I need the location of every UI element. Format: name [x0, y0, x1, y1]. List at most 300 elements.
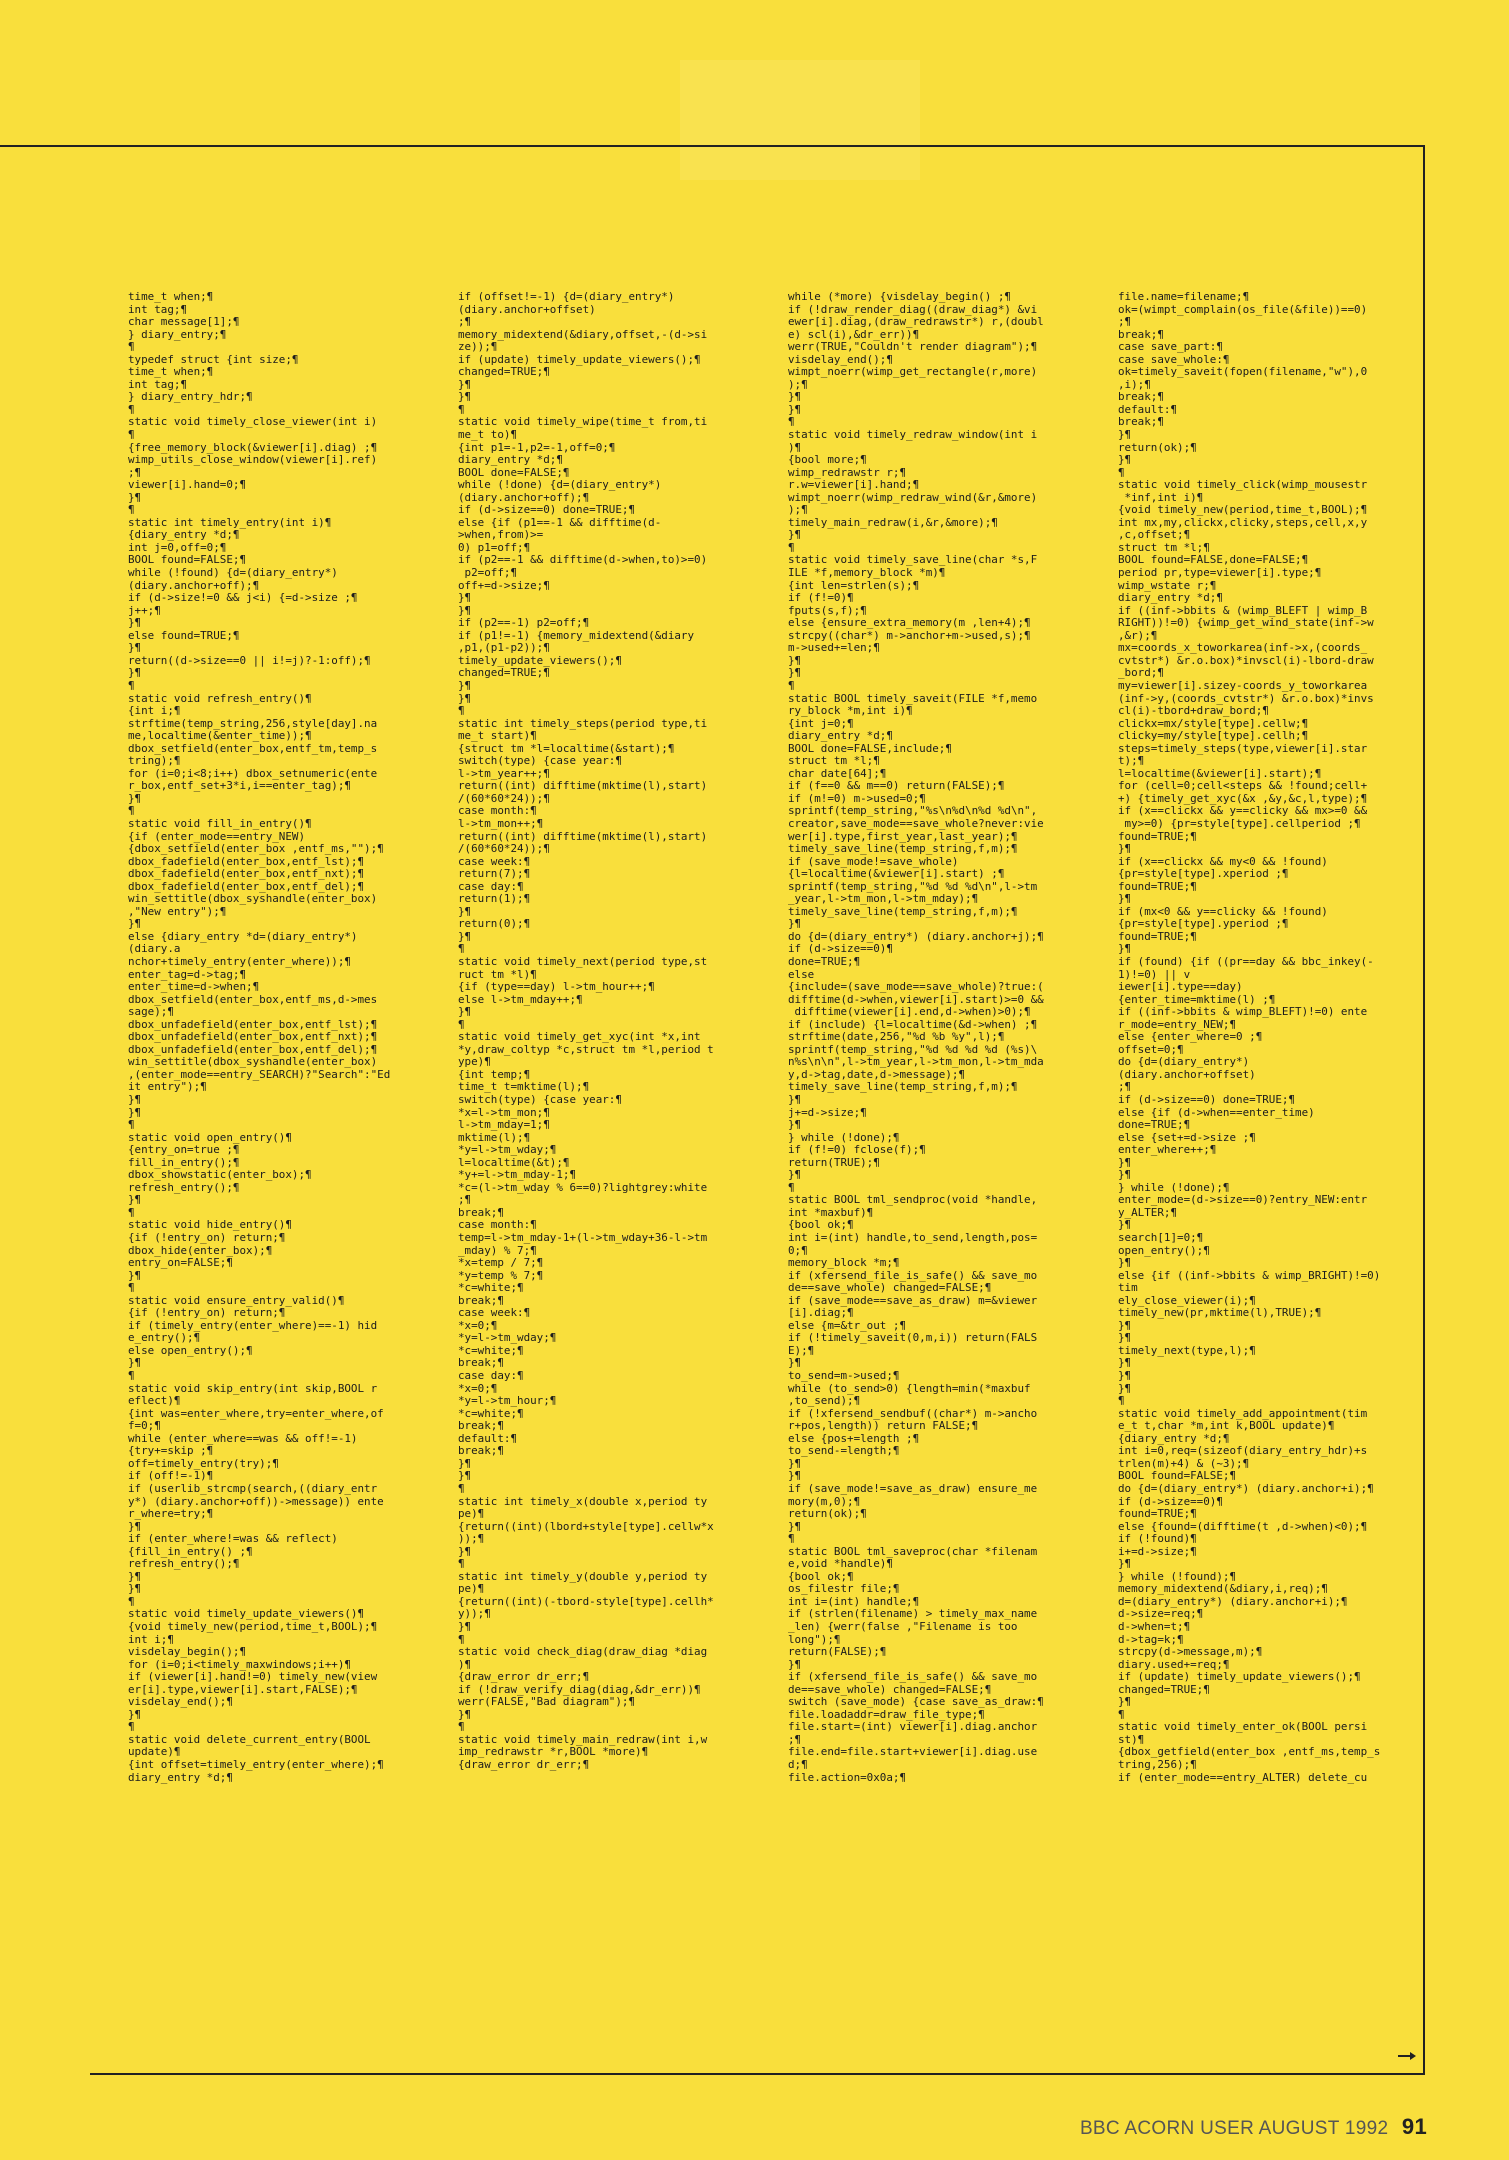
- code-line: ¶: [128, 804, 135, 818]
- code-line: break;¶: [458, 1419, 504, 1433]
- code-line: }¶: [788, 653, 802, 667]
- code-line: if (x==clickx && my<0 && !found): [1118, 854, 1328, 868]
- code-line: *y,draw_coltyp *c,struct tm *l,period t: [458, 1042, 714, 1056]
- code-line: d=(diary_entry*) (diary.anchor+i);¶: [1118, 1594, 1348, 1608]
- code-line: );¶: [788, 377, 808, 391]
- code-line: do {d=(diary_entry*) (diary.anchor+i);¶: [1118, 1481, 1374, 1495]
- code-line: ¶: [128, 1118, 135, 1132]
- code-line: _len) {werr(false ,"Filename is too: [788, 1619, 1018, 1633]
- code-line: else {if ((inf->bbits & wimp_BRIGHT)!=0): [1118, 1268, 1381, 1282]
- code-line: }¶: [788, 917, 802, 931]
- code-line: else {if (d->when==enter_time): [1118, 1105, 1315, 1119]
- code-line: else {found=(difftime(t ,d->when)<0);¶: [1118, 1519, 1368, 1533]
- code-line: }¶: [1118, 1557, 1132, 1571]
- code-line: }¶: [128, 1268, 142, 1282]
- code-line: BOOL found=FALSE;¶: [128, 553, 247, 567]
- code-line: (inf->y,(coords_cvtstr*) &r.o.box)*invs: [1118, 691, 1374, 705]
- code-line: sage);¶: [128, 1005, 174, 1019]
- code-line: }¶: [458, 929, 472, 943]
- code-line: *y=l->tm_hour;¶: [458, 1394, 557, 1408]
- code-line: case month:¶: [458, 1218, 537, 1232]
- code-line: }¶: [788, 1519, 802, 1533]
- code-line: {dbox_getfield(enter_box ,entf_ms,temp_s: [1118, 1745, 1381, 1759]
- code-line: sprintf(temp_string,"%d %d %d\n",l->tm: [788, 879, 1038, 893]
- code-line: e_entry();¶: [128, 1331, 201, 1345]
- code-line: dbox_unfadefield(enter_box,entf_lst);¶: [128, 1017, 378, 1031]
- code-line: ¶: [788, 540, 795, 554]
- code-line: n%s\n\n",l->tm_year,l->tm_mon,l->tm_mda: [788, 1055, 1044, 1069]
- code-line: dbox_unfadefield(enter_box,entf_nxt);¶: [128, 1030, 378, 1044]
- code-line: }¶: [128, 616, 142, 630]
- page-number: 91: [1401, 2114, 1427, 2139]
- code-line: _bord;¶: [1118, 666, 1164, 680]
- code-line: case week:¶: [458, 1306, 531, 1320]
- code-line: )¶: [788, 440, 802, 454]
- code-line: static void delete_current_entry(BOOL: [128, 1732, 371, 1746]
- code-line: ¶: [128, 428, 135, 442]
- code-line: if (p2==-1 && difftime(d->when,to)>=0): [458, 553, 708, 567]
- code-line: ;¶: [458, 315, 472, 329]
- code-line: _mday) % 7;¶: [458, 1243, 537, 1257]
- code-line: ¶: [458, 1720, 465, 1734]
- code-line: *x=0;¶: [458, 1381, 498, 1395]
- code-line: tring,256);¶: [1118, 1757, 1197, 1771]
- code-line: {int temp;¶: [458, 1067, 531, 1081]
- code-line: period pr,type=viewer[i].type;¶: [1118, 566, 1322, 580]
- code-line: static void ensure_entry_valid()¶: [128, 1293, 345, 1307]
- code-line: if (enter_where!=was && reflect): [128, 1532, 338, 1546]
- code-line: clicky=my/style[type].cellh;¶: [1118, 729, 1309, 743]
- code-line: static void timely_wipe(time_t from,ti: [458, 415, 708, 429]
- code-line: j+=d->size;¶: [788, 1105, 867, 1119]
- code-line: default:¶: [458, 1431, 518, 1445]
- code-line: if (p2==-1) p2=off;¶: [458, 616, 590, 630]
- code-line: if (f==0 && m==0) return(FALSE);¶: [788, 779, 1005, 793]
- code-line: static int timely_steps(period type,ti: [458, 716, 708, 730]
- code-line: }¶: [1118, 1695, 1132, 1709]
- code-line: (diary.anchor+offset): [1118, 1067, 1256, 1081]
- code-line: (diary.anchor+off);¶: [458, 490, 590, 504]
- code-line: ¶: [128, 402, 135, 416]
- code-line: return(ok);¶: [788, 1507, 867, 1521]
- code-line: if (p1!=-1) {memory_midextend(&diary: [458, 628, 695, 642]
- code-line: static void timely_close_viewer(int i): [128, 415, 378, 429]
- code-line: *c=white;¶: [458, 1343, 524, 1357]
- code-line: while (!found) {d=(diary_entry*): [128, 566, 338, 580]
- code-line: static BOOL tml_saveproc(char *filenam: [788, 1544, 1038, 1558]
- code-line: werr(FALSE,"Bad diagram");¶: [458, 1695, 636, 1709]
- code-line: 1)!=0) || v: [1118, 967, 1191, 981]
- code-line: ;¶: [458, 1193, 472, 1207]
- code-line: tring);¶: [128, 754, 181, 768]
- code-line: strcpy((char*) m->anchor+m->used,s);¶: [788, 628, 1031, 642]
- code-line: strftime(temp_string,256,style[day].na: [128, 716, 378, 730]
- code-line: char message[1];¶: [128, 315, 240, 329]
- code-line: }¶: [128, 1356, 142, 1370]
- code-line: int *maxbuf)¶: [788, 1205, 874, 1219]
- code-line: ¶: [458, 942, 465, 956]
- code-line: struct tm *l;¶: [788, 754, 880, 768]
- code-line: *c=white;¶: [458, 1406, 524, 1420]
- code-line: ¶: [128, 678, 135, 692]
- code-line: case week:¶: [458, 854, 531, 868]
- code-line: os_filestr file;¶: [788, 1582, 900, 1596]
- code-line: file.loadaddr=draw_file_type;¶: [788, 1707, 985, 1721]
- code-line: ;¶: [1118, 315, 1132, 329]
- code-line: } diary_entry;¶: [128, 327, 227, 341]
- code-line: if (update) timely_update_viewers();¶: [458, 352, 701, 366]
- code-line: break;¶: [458, 1293, 504, 1307]
- code-line: else {diary_entry *d=(diary_entry*): [128, 929, 358, 943]
- code-line: strftime(date,256,"%d %b %y",l);¶: [788, 1030, 1005, 1044]
- code-line: to_send-=length;¶: [788, 1444, 900, 1458]
- code-line: if (viewer[i].hand!=0) timely_new(view: [128, 1670, 378, 1684]
- code-line: ely_close_viewer(i);¶: [1118, 1293, 1256, 1307]
- code-line: else {set+=d->size ;¶: [1118, 1130, 1256, 1144]
- code-line: {int i;¶: [128, 704, 181, 718]
- code-line: if (xfersend_file_is_safe() && save_mo: [788, 1670, 1038, 1684]
- code-line: l->tm_mon++;¶: [458, 816, 544, 830]
- code-line: if (update) timely_update_viewers();¶: [1118, 1670, 1361, 1684]
- page-footer: [1080, 2114, 1427, 2140]
- code-line: }¶: [128, 641, 142, 655]
- code-line: static void fill_in_entry()¶: [128, 816, 312, 830]
- code-line: off=timely_entry(try);¶: [128, 1456, 279, 1470]
- code-line: }¶: [788, 666, 802, 680]
- code-line: creator,save_mode==save_whole?never:vie: [788, 816, 1044, 830]
- code-line: switch (save_mode) {case save_as_draw:¶: [788, 1695, 1044, 1709]
- code-line: t);¶: [1118, 754, 1145, 768]
- code-line: static BOOL tml_sendproc(void *handle,: [788, 1193, 1038, 1207]
- code-line: changed=TRUE;¶: [458, 666, 550, 680]
- code-line: if (d->size==0)¶: [788, 942, 893, 956]
- code-line: if (xfersend_file_is_safe() && save_mo: [788, 1268, 1038, 1282]
- code-line: found=TRUE;¶: [1118, 879, 1197, 893]
- code-line: temp=l->tm_mday-1+(l->tm_wday+36-l->tm: [458, 1231, 708, 1245]
- code-line: dbox_unfadefield(enter_box,entf_del);¶: [128, 1042, 378, 1056]
- code-line: if (timely_entry(enter_where)==-1) hid: [128, 1318, 378, 1332]
- code-line: {diary_entry *d;¶: [128, 528, 240, 542]
- code-line: wer[i].type,first_year,last_year);¶: [788, 829, 1018, 843]
- code-line: nchor+timely_entry(enter_where));¶: [128, 954, 351, 968]
- code-line: );¶: [788, 503, 808, 517]
- code-line: }¶: [788, 1469, 802, 1483]
- code-line: memory_block *m;¶: [788, 1256, 900, 1270]
- code-line: dbox_hide(enter_box);¶: [128, 1243, 273, 1257]
- code-line: *y=l->tm_wday;¶: [458, 1143, 557, 1157]
- code-line: {free_memory_block(&viewer[i].diag) ;¶: [128, 440, 378, 454]
- code-line: ¶: [128, 1594, 135, 1608]
- code-line: timely_main_redraw(i,&r,&more);¶: [788, 515, 998, 529]
- code-line: *c=white;¶: [458, 1281, 524, 1295]
- code-line: }¶: [1118, 1218, 1132, 1232]
- code-line: ¶: [458, 1481, 465, 1495]
- code-line: static void timely_update_viewers()¶: [128, 1607, 365, 1621]
- code-line: BOOL found=FALSE;¶: [1118, 1469, 1237, 1483]
- code-line: found=TRUE;¶: [1118, 829, 1197, 843]
- code-line: ¶: [128, 1205, 135, 1219]
- code-line: r+pos,length)) return FALSE;¶: [788, 1419, 979, 1433]
- code-line: ype)¶: [458, 1055, 491, 1069]
- code-line: timely_save_line(temp_string,f,m);¶: [788, 904, 1018, 918]
- code-line: visdelay_end();¶: [788, 352, 893, 366]
- code-line: if (x==clickx && y==clicky && mx>=0 &&: [1118, 804, 1368, 818]
- code-line: }¶: [1118, 1168, 1132, 1182]
- code-line: trlen(m)+4) & (~3);¶: [1118, 1456, 1250, 1470]
- code-line: ¶: [458, 402, 465, 416]
- code-line: fill_in_entry();¶: [128, 1155, 240, 1169]
- code-line: if ((inf->bbits & wimp_BLEFT)!=0) ente: [1118, 1005, 1368, 1019]
- code-line: file.start=(int) viewer[i].diag.anchor: [788, 1720, 1038, 1734]
- code-line: _year,l->tm_mon,l->tm_mday);¶: [788, 892, 979, 906]
- code-line: memory_midextend(&diary,offset,-(d->si: [458, 327, 708, 341]
- code-line: while (!done) {d=(diary_entry*): [458, 478, 662, 492]
- code-line: if (save_mode!=save_as_draw) ensure_me: [788, 1481, 1038, 1495]
- code-line: file.name=filename;¶: [1118, 291, 1250, 303]
- code-line: my=viewer[i].sizey-coords_y_toworkarea: [1118, 678, 1368, 692]
- code-line: }¶: [788, 1657, 802, 1671]
- code-line: file.action=0x0a;¶: [788, 1770, 907, 1784]
- code-line: else {pos+=length ;¶: [788, 1431, 920, 1445]
- code-line: static int timely_entry(int i)¶: [128, 515, 332, 529]
- code-line: if (!draw_render_diag((draw_diag*) &vi: [788, 302, 1038, 316]
- code-line: int i=0,req=(sizeof(diary_entry_hdr)+s: [1118, 1444, 1368, 1458]
- code-line: int i=(int) handle;¶: [788, 1594, 920, 1608]
- code-line: if (offset!=-1) {d=(diary_entry*): [458, 291, 675, 303]
- code-line: clickx=mx/style[type].cellw;¶: [1118, 716, 1309, 730]
- code-line: wimpt_noerr(wimp_redraw_wind(&r,&more): [788, 490, 1038, 504]
- code-line: }¶: [1118, 1369, 1132, 1383]
- code-line: win_settitle(dbox_syshandle(enter_box): [128, 892, 378, 906]
- code-line: {pr=style[type].xperiod ;¶: [1118, 867, 1289, 881]
- code-line: me_t start)¶: [458, 729, 537, 743]
- code-line: }¶: [788, 1168, 802, 1182]
- code-line: changed=TRUE;¶: [458, 365, 550, 379]
- code-line: }¶: [128, 1582, 142, 1596]
- code-line: }¶: [458, 377, 472, 391]
- code-line: break;¶: [1118, 390, 1164, 404]
- code-line: done=TRUE;¶: [788, 954, 861, 968]
- code-line: char date[64];¶: [788, 766, 887, 780]
- code-line: if (off!=-1)¶: [128, 1469, 214, 1483]
- code-line: wimpt_noerr(wimp_get_rectangle(r,more): [788, 365, 1038, 379]
- code-line: st)¶: [1118, 1732, 1145, 1746]
- code-line: static void open_entry()¶: [128, 1130, 292, 1144]
- code-line: ry_block *m,int i)¶: [788, 704, 913, 718]
- code-line: }¶: [1118, 428, 1132, 442]
- code-line: search[1]=0;¶: [1118, 1231, 1204, 1245]
- code-line: pe)¶: [458, 1507, 485, 1521]
- code-line: static void refresh_entry()¶: [128, 691, 312, 705]
- code-line: }¶: [1118, 1256, 1132, 1270]
- code-line: E);¶: [788, 1343, 815, 1357]
- code-line: int tag;¶: [128, 302, 188, 316]
- code-line: time_t when;¶: [128, 365, 214, 379]
- code-line: static void timely_click(wimp_mousestr: [1118, 478, 1368, 492]
- code-line: file.end=file.start+viewer[i].diag.use: [788, 1745, 1038, 1759]
- code-line: if (d->size==0) done=TRUE;¶: [458, 503, 636, 517]
- code-line: *x=l->tm_mon;¶: [458, 1105, 550, 1119]
- code-line: time_t t=mktime(l);¶: [458, 1080, 590, 1094]
- code-line: if (f!=0)¶: [788, 591, 854, 605]
- code-line: ,(enter_mode==entry_SEARCH)?"Search":"Ed: [128, 1067, 391, 1081]
- code-line: for (cell=0;cell<steps && !found;cell+: [1118, 779, 1368, 793]
- code-line: ¶: [128, 1369, 135, 1383]
- code-line: }¶: [788, 390, 802, 404]
- code-line: while (*more) {visdelay_begin() ;¶: [788, 291, 1011, 303]
- code-line: *y=temp % 7;¶: [458, 1268, 544, 1282]
- code-line: }¶: [128, 1193, 142, 1207]
- code-line: ok=(wimpt_complain(os_file(&file))==0): [1118, 302, 1368, 316]
- code-line: return(ok);¶: [1118, 440, 1197, 454]
- code-line: tim: [1118, 1281, 1138, 1295]
- code-line: [i].diag;¶: [788, 1306, 854, 1320]
- code-line: cl(i)-tbord+draw_bord;¶: [1118, 704, 1269, 718]
- code-line: }¶: [458, 1469, 472, 1483]
- code-line: }¶: [458, 390, 472, 404]
- code-line: long");¶: [788, 1632, 841, 1646]
- code-line: r.w=viewer[i].hand;¶: [788, 478, 920, 492]
- code-line: ok=timely_saveit(fopen(filename,"w"),0: [1118, 365, 1368, 379]
- code-line: diary_entry *d;¶: [788, 729, 893, 743]
- code-line: static void timely_main_redraw(int i,w: [458, 1732, 708, 1746]
- code-line: dbox_setfield(enter_box,entf_tm,temp_s: [128, 741, 378, 755]
- code-line: it entry");¶: [128, 1080, 207, 1094]
- code-line: int tag;¶: [128, 377, 188, 391]
- code-line: case save_whole:¶: [1118, 352, 1230, 366]
- code-line: fputs(s,f);¶: [788, 603, 867, 617]
- code-line: e) scl(i),&dr_err))¶: [788, 327, 920, 341]
- code-line: ¶: [128, 1281, 135, 1295]
- code-line: if (mx<0 && y==clicky && !found): [1118, 904, 1328, 918]
- code-line: dbox_setfield(enter_box,entf_ms,d->mes: [128, 992, 378, 1006]
- code-line: >when,from)>=: [458, 528, 544, 542]
- code-line: } while (!done);¶: [788, 1130, 900, 1144]
- code-line: {entry_on=true ;¶: [128, 1143, 240, 1157]
- code-line: e_t t,char *m,int k,BOOL update)¶: [1118, 1419, 1335, 1433]
- code-line: +) {timely_get_xyc(&x ,&y,&c,l,type);¶: [1118, 791, 1368, 805]
- code-line: break;¶: [458, 1444, 504, 1458]
- code-line: BOOL done=FALSE;¶: [458, 465, 570, 479]
- code-line: ,to_send);¶: [788, 1394, 861, 1408]
- code-line: refresh_entry();¶: [128, 1557, 240, 1571]
- code-line: ¶: [1118, 1707, 1125, 1721]
- code-line: int mx,my,clickx,clicky,steps,cell,x,y: [1118, 515, 1368, 529]
- code-line: offset=0;¶: [1118, 1042, 1184, 1056]
- code-line: l=localtime(&viewer[i].start);¶: [1118, 766, 1322, 780]
- code-line: }¶: [788, 528, 802, 542]
- code-line: }¶: [458, 1005, 472, 1019]
- code-line: timely_save_line(temp_string,f,m);¶: [788, 842, 1018, 856]
- code-line: if (f!=0) fclose(f);¶: [788, 1143, 926, 1157]
- code-line: {try+=skip ;¶: [128, 1444, 214, 1458]
- code-line: int j=0,off=0;¶: [128, 540, 227, 554]
- code-line: }¶: [458, 691, 472, 705]
- code-line: while (enter_where==was && off!=-1): [128, 1431, 358, 1445]
- code-line: strcpy(d->message,m);¶: [1118, 1645, 1263, 1659]
- code-line: imp_redrawstr *r,BOOL *more)¶: [458, 1745, 649, 1759]
- code-column-2: [458, 291, 788, 1784]
- code-line: found=TRUE;¶: [1118, 929, 1197, 943]
- code-line: *c=(l->tm_wday % 6==0)?lightgrey:white: [458, 1180, 708, 1194]
- code-line: off+=d->size;¶: [458, 578, 550, 592]
- code-line: else open_entry();¶: [128, 1343, 253, 1357]
- code-line: ¶: [788, 1532, 795, 1546]
- code-line: {pr=style[type].yperiod ;¶: [1118, 917, 1289, 931]
- code-line: update)¶: [128, 1745, 181, 1759]
- code-line: ¶: [788, 1180, 795, 1194]
- code-line: if (d->size==0) done=TRUE;¶: [1118, 1093, 1296, 1106]
- code-line: ¶: [458, 704, 465, 718]
- code-line: static BOOL timely_saveit(FILE *f,memo: [788, 691, 1038, 705]
- code-column-1: [128, 291, 458, 1784]
- code-line: mktime(l);¶: [458, 1130, 531, 1144]
- code-line: wimp_redrawstr r;¶: [788, 465, 907, 479]
- continued-arrow-icon: [1398, 2052, 1416, 2060]
- code-line: (diary.a: [128, 942, 181, 956]
- code-line: {int j=0;¶: [788, 716, 854, 730]
- top-border-rule: [0, 145, 1425, 147]
- code-line: ¶: [788, 415, 795, 429]
- code-line: static void check_diag(draw_diag *diag: [458, 1645, 708, 1659]
- code-line: } diary_entry_hdr;¶: [128, 390, 253, 404]
- code-line: ¶: [1118, 1394, 1125, 1408]
- code-line: ,c,offset;¶: [1118, 528, 1191, 542]
- code-line: viewer[i].hand=0;¶: [128, 478, 247, 492]
- code-line: time_t when;¶: [128, 291, 214, 303]
- code-line: }¶: [128, 791, 142, 805]
- code-line: mx=coords_x_toworkarea(inf->x,(coords_: [1118, 641, 1368, 655]
- code-line: visdelay_end();¶: [128, 1695, 233, 1709]
- code-line: p2=off;¶: [458, 566, 518, 580]
- code-line: if (save_mode!=save_whole): [788, 854, 959, 868]
- code-line: }¶: [788, 402, 802, 416]
- code-line: }¶: [128, 1569, 142, 1583]
- code-line: case save_part:¶: [1118, 340, 1223, 354]
- code-line: timely_save_line(temp_string,f,m);¶: [788, 1080, 1018, 1094]
- code-line: return((int) difftime(mktime(l),start): [458, 779, 708, 793]
- code-line: }¶: [128, 666, 142, 680]
- code-line: steps=timely_steps(type,viewer[i].star: [1118, 741, 1368, 755]
- code-line: {l=localtime(&viewer[i].start) ;¶: [788, 867, 1005, 881]
- code-line: static int timely_x(double x,period ty: [458, 1494, 708, 1508]
- code-line: ,p1,(p1-p2));¶: [458, 641, 550, 655]
- code-line: static void timely_redraw_window(int i: [788, 428, 1038, 442]
- code-line: {diary_entry *d;¶: [1118, 1431, 1230, 1445]
- code-line: )¶: [458, 1657, 472, 1671]
- code-line: }¶: [1118, 1356, 1132, 1370]
- code-line: }¶: [458, 1619, 472, 1633]
- code-line: } while (!done);¶: [1118, 1180, 1230, 1194]
- code-line: else found=TRUE;¶: [128, 628, 240, 642]
- code-line: ));¶: [458, 1532, 485, 1546]
- code-line: default:¶: [1118, 402, 1178, 416]
- code-line: {bool ok;¶: [788, 1218, 854, 1232]
- code-line: memory_midextend(&diary,i,req);¶: [1118, 1582, 1328, 1596]
- code-line: static void timely_enter_ok(BOOL persi: [1118, 1720, 1368, 1734]
- right-border-rule: [1423, 145, 1425, 2075]
- code-line: do {d=(diary_entry*) (diary.anchor+j);¶: [788, 929, 1044, 943]
- code-line: {return((int)(-tbord-style[type].cellh*: [458, 1594, 714, 1608]
- code-line: ewer[i].diag,(draw_redrawstr*) r,(doubl: [788, 315, 1044, 329]
- code-line: return(TRUE);¶: [788, 1155, 880, 1169]
- code-line: if (strlen(filename) > timely_max_name: [788, 1607, 1038, 1621]
- code-line: }¶: [128, 1707, 142, 1721]
- code-line: }¶: [458, 678, 472, 692]
- code-line: eflect)¶: [128, 1394, 181, 1408]
- code-line: }¶: [458, 1544, 472, 1558]
- code-line: refresh_entry();¶: [128, 1180, 240, 1194]
